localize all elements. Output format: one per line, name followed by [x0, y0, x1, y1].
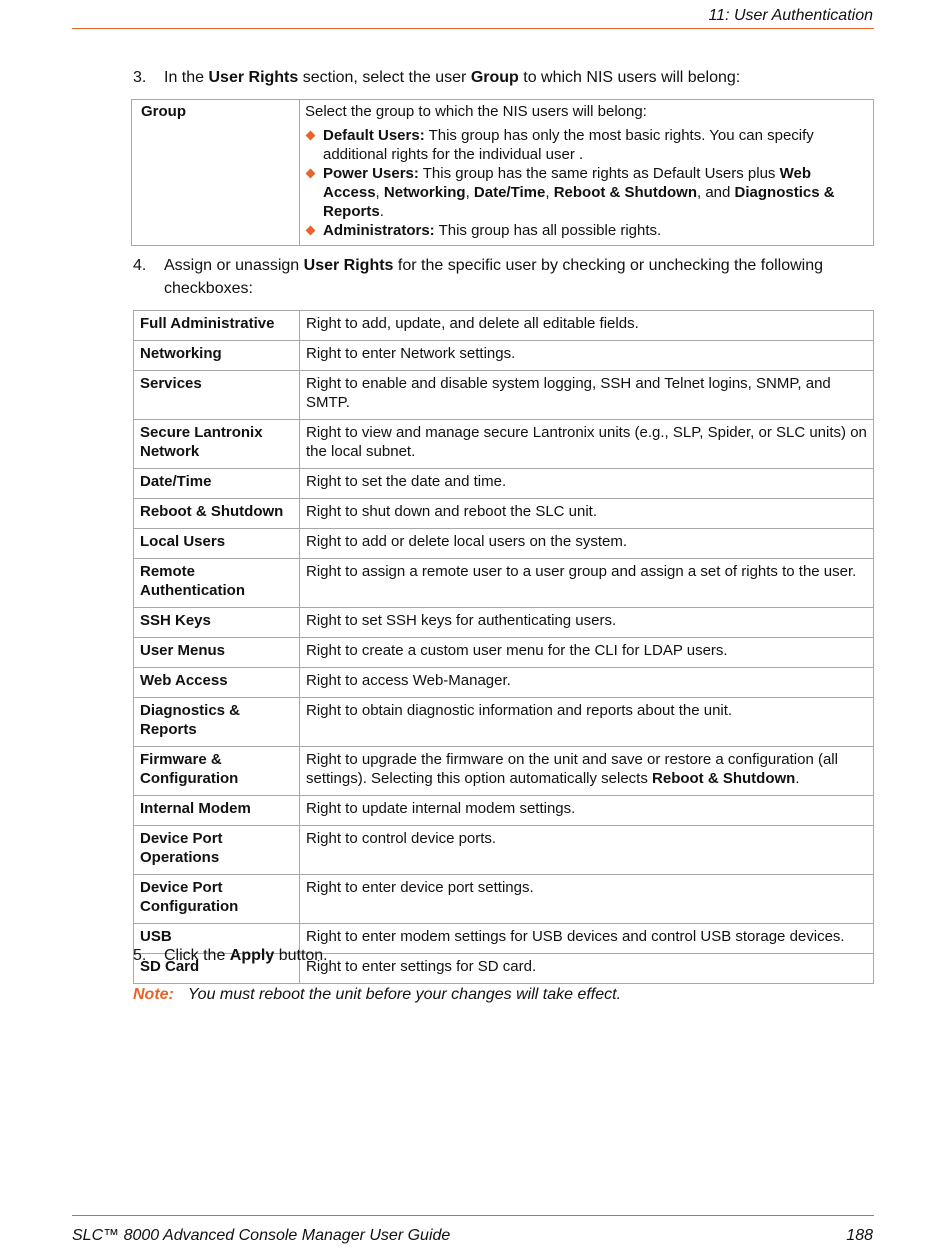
diamond-bullet-icon: [306, 131, 316, 141]
step-text-part: In the: [164, 69, 209, 86]
bullet-text: ,: [375, 184, 384, 201]
bullet-term: Power Users:: [323, 165, 419, 182]
note-label: Note:: [133, 986, 174, 1003]
table-row: [134, 796, 874, 826]
table-row: [134, 668, 874, 698]
bullet-text: ,: [545, 184, 554, 201]
table-row: [134, 499, 874, 529]
step-text-part: section, select the user: [298, 69, 471, 86]
right-description-text: Right to enter settings for SD card.: [306, 958, 537, 975]
table-row: [134, 826, 874, 875]
table-row: [134, 420, 874, 469]
table-row: [134, 371, 874, 420]
note: [133, 986, 621, 1004]
right-name: Device Port Configuration: [134, 875, 300, 924]
right-description: [300, 608, 874, 638]
right-description: [300, 826, 874, 875]
table-row: [132, 100, 874, 246]
group-table: [131, 99, 874, 246]
right-name: Full Administrative: [134, 311, 300, 341]
footer-divider: [72, 1215, 874, 1216]
table-row: [134, 559, 874, 608]
right-name: Secure Lantronix Network: [134, 420, 300, 469]
right-description: [300, 420, 874, 469]
table-row: [134, 341, 874, 371]
right-description-text: Right to shut down and reboot the SLC unit.: [306, 503, 598, 520]
footer-doc-title: SLC™ 8000 Advanced Console Manager User Guide: [72, 1227, 451, 1244]
group-bullet-list: [305, 126, 868, 240]
diamond-bullet-icon: [306, 169, 316, 179]
right-description: [300, 638, 874, 668]
right-description: [300, 668, 874, 698]
right-description-text: Right to view and manage secure Lantronix units (e.g., SLP, Spider, or SLC units) on the local subnet.: [306, 424, 867, 460]
step-text-bold: Group: [470, 69, 519, 86]
table-row: [134, 875, 874, 924]
right-description: [300, 529, 874, 559]
step-text-bold: User Rights: [208, 69, 299, 86]
right-description-bold: Reboot & Shutdown: [652, 770, 796, 787]
table-row: [134, 638, 874, 668]
right-name: Diagnostics & Reports: [134, 698, 300, 747]
header-title: 11: User Authentication: [708, 7, 873, 24]
bullet-text: This group has the same rights as Default Users plus: [418, 165, 780, 182]
right-description-text: Right to control device ports.: [306, 830, 497, 847]
right-description: [300, 311, 874, 341]
step-text: [133, 944, 875, 967]
table-row: [134, 469, 874, 499]
right-description: [300, 698, 874, 747]
bullet-term: Default Users:: [323, 127, 425, 144]
right-description: [300, 499, 874, 529]
right-description: [300, 875, 874, 924]
step-number: 5.: [133, 947, 147, 964]
step-text-bold: User Rights: [303, 257, 394, 274]
bullet-bold: Date/Time: [473, 184, 546, 201]
list-item: [305, 126, 868, 164]
group-key: Group: [132, 100, 300, 246]
step-text-part: Assign or unassign: [164, 257, 304, 274]
right-description-text: Right to assign a remote user to a user group and assign a set of rights to the user.: [306, 563, 857, 580]
right-name: Device Port Operations: [134, 826, 300, 875]
step-text: [133, 254, 875, 300]
right-name: Internal Modem: [134, 796, 300, 826]
right-name: Date/Time: [134, 469, 300, 499]
right-description-text: Right to enter Network settings.: [306, 345, 516, 362]
right-name: SSH Keys: [134, 608, 300, 638]
right-description-text: Right to update internal modem settings.: [306, 800, 576, 817]
step-text-part: Click the: [164, 947, 230, 964]
note-text: You must reboot the unit before your changes will take effect.: [187, 986, 622, 1003]
right-name: Services: [134, 371, 300, 420]
table-row: [134, 311, 874, 341]
table-row: [134, 608, 874, 638]
table-row: [134, 747, 874, 796]
table-row: [134, 698, 874, 747]
footer-page-number: 188: [846, 1227, 873, 1244]
rights-table-body: [134, 311, 874, 984]
diamond-bullet-icon: [306, 226, 316, 236]
step-text-part: to which NIS users will belong:: [518, 69, 741, 86]
right-description-text: Right to enter modem settings for USB devices and control USB storage devices.: [306, 928, 845, 945]
right-name: Reboot & Shutdown: [134, 499, 300, 529]
step-5: [133, 944, 875, 967]
bullet-text: This group has only the most basic rights. You can specify additional rights for the individual user .: [323, 127, 814, 163]
right-name: USB: [134, 924, 300, 954]
step-3: [133, 66, 875, 89]
list-item: [305, 221, 868, 240]
bullet-text: , and: [697, 184, 735, 201]
bullet-bold: Networking: [383, 184, 466, 201]
bullet-text: This group has all possible rights.: [434, 222, 662, 239]
right-description-text: Right to access Web-Manager.: [306, 672, 511, 689]
right-name: Remote Authentication: [134, 559, 300, 608]
right-name: Web Access: [134, 668, 300, 698]
right-description: [300, 469, 874, 499]
right-name: SD Card: [134, 954, 300, 984]
bullet-text: .: [379, 203, 384, 220]
step-number: 3.: [133, 69, 147, 86]
right-description-text: Right to add, update, and delete all editable fields.: [306, 315, 639, 332]
group-desc: [300, 100, 874, 246]
right-description-text: Right to enter device port settings.: [306, 879, 534, 896]
right-name: Local Users: [134, 529, 300, 559]
right-name: Firmware & Configuration: [134, 747, 300, 796]
right-description-text: Right to upgrade the firmware on the unit and save or restore a configuration (all settings). Selecting this option automatically selects: [306, 751, 838, 787]
right-description-text: Right to enable and disable system logging, SSH and Telnet logins, SNMP, and SMTP.: [306, 375, 831, 411]
bullet-bold: Web Access: [323, 165, 812, 201]
step-text: [133, 66, 875, 89]
right-description-text: Right to add or delete local users on the system.: [306, 533, 628, 550]
list-item: [305, 164, 868, 221]
header-divider: [72, 28, 874, 29]
step-text-part: button.: [274, 947, 328, 964]
right-description: [300, 796, 874, 826]
user-rights-table: [133, 310, 874, 984]
right-name: Networking: [134, 341, 300, 371]
right-description: [300, 371, 874, 420]
right-description: [300, 559, 874, 608]
right-description: [300, 747, 874, 796]
group-intro: Select the group to which the NIS users will belong:: [305, 103, 647, 120]
right-description-text: Right to set SSH keys for authenticating users.: [306, 612, 617, 629]
right-description-text: Right to obtain diagnostic information and reports about the unit.: [306, 702, 733, 719]
step-text-part: for the specific user by checking or unchecking the following checkboxes:: [164, 257, 823, 297]
step-4: [133, 254, 875, 300]
table-row: [134, 529, 874, 559]
step-text-bold: Apply: [229, 947, 275, 964]
bullet-bold: Diagnostics & Reports: [323, 184, 835, 220]
bullet-text: ,: [465, 184, 474, 201]
right-description-text: Right to set the date and time.: [306, 473, 507, 490]
step-number: 4.: [133, 257, 147, 274]
right-description-text: Right to create a custom user menu for the CLI for LDAP users.: [306, 642, 728, 659]
right-name: User Menus: [134, 638, 300, 668]
right-description: [300, 341, 874, 371]
right-description-text: .: [795, 770, 800, 787]
bullet-bold: Reboot & Shutdown: [553, 184, 697, 201]
bullet-term: Administrators:: [323, 222, 435, 239]
